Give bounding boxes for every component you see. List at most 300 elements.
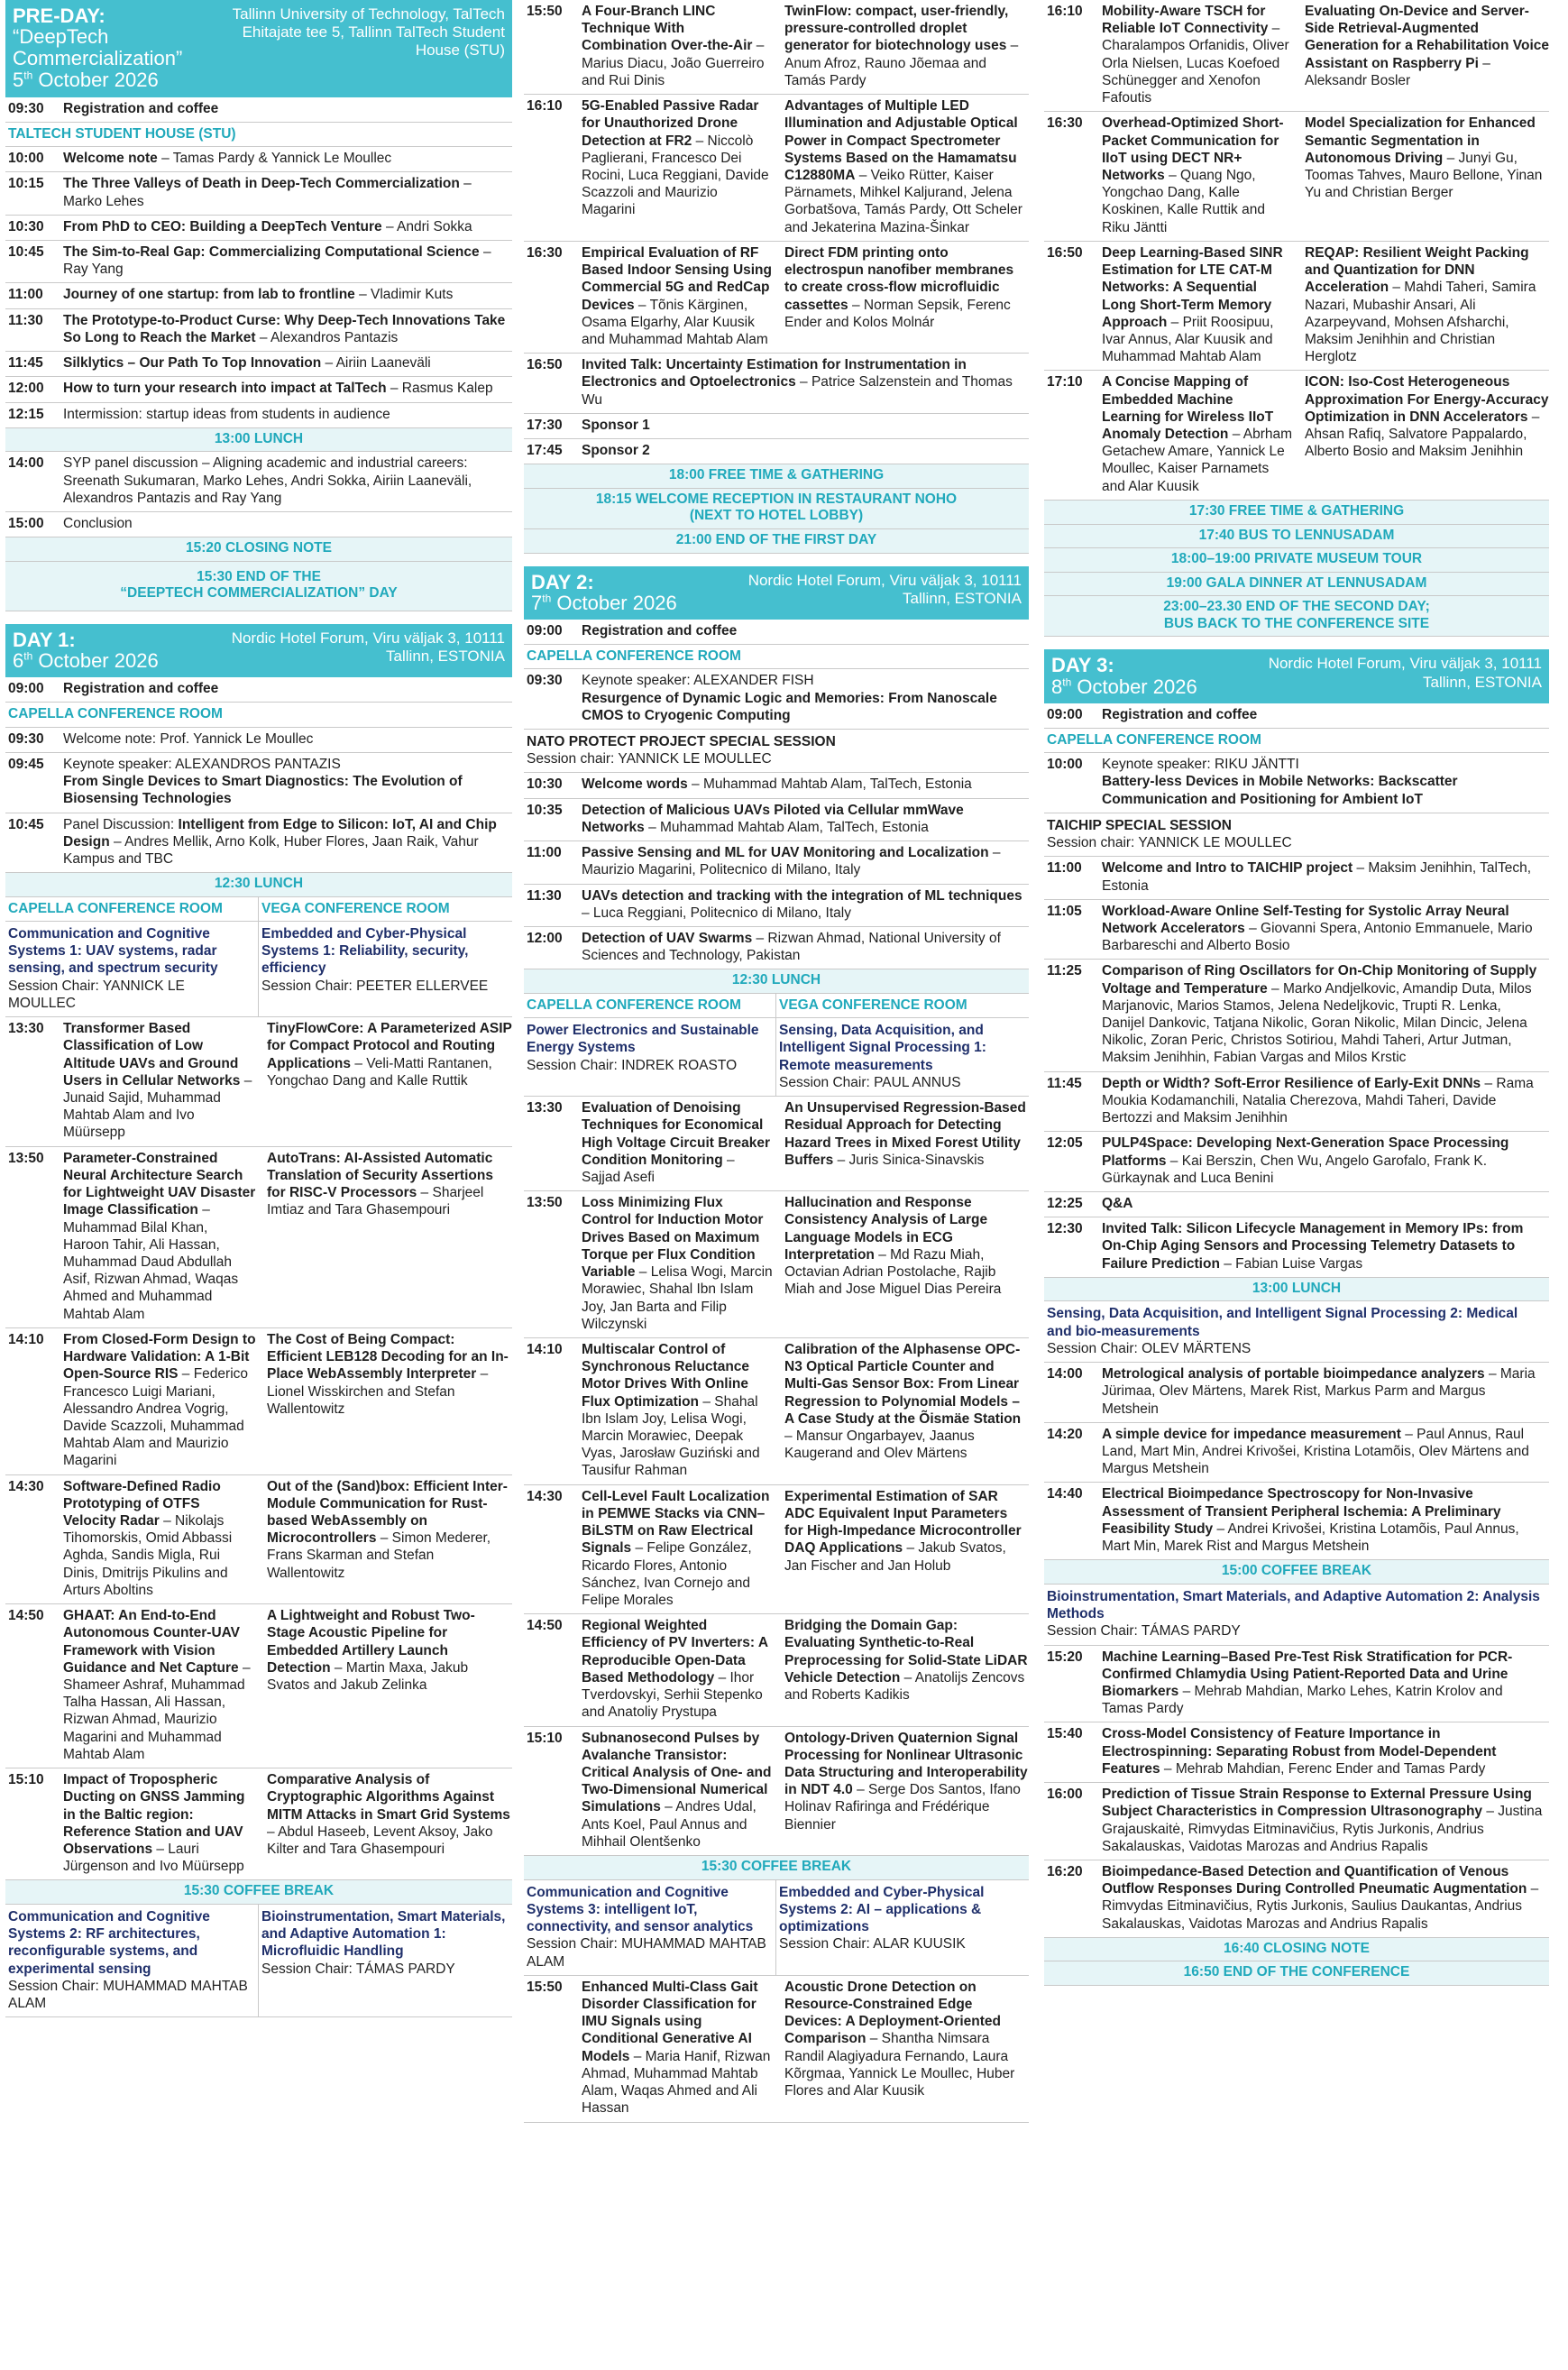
paper-cell bbox=[582, 1979, 779, 2117]
coffee-break-bar: 15:00 COFFEE BREAK bbox=[1044, 1560, 1549, 1585]
preday-items bbox=[5, 147, 512, 428]
schedule-row bbox=[5, 283, 512, 308]
paper-cell bbox=[1299, 115, 1549, 236]
paper-authors: – Felipe González, Ricardo Flores, Antonio Sánchez, Ivan Cornejo and Felipe Morales bbox=[582, 1540, 752, 1608]
schedule-row: 14:00 SYP panel discussion – Aligning academic and industrial careers: Sreenath Sukumaran, Marko Lehes, Andri Sokka, Airiin Laaneväli, Alexandros Pantazis and Ray Yang bbox=[5, 452, 512, 512]
talk-speakers: – Marko Andjelkovic, Amandip Duta, Milos Marjanovic, Marios Stamos, Jelena Nedeljkovic, Trupti R. Lenka, Danijel Dankovic, Tatjana Nikolic, Goran Nikolic, Milan Dincic, Jelena Nikolic, Zoran Peric, Christos Sotiriou, Mahdi Taheri, Artur Jutman, Maksim Jenihhin, Fabian Vargas and Milos Krstic bbox=[1102, 980, 1532, 1066]
room-pair: CAPELLA CONFERENCE ROOM VEGA CONFERENCE ROOM bbox=[5, 897, 512, 922]
schedule-row bbox=[1044, 1423, 1549, 1484]
time-label: 16:10 bbox=[527, 98, 563, 115]
talk-speakers: – Muhammad Mahtab Alam, TalTech, Estonia bbox=[687, 776, 972, 793]
free-time-bar: 18:00 FREE TIME & GATHERING bbox=[524, 464, 1029, 489]
paper-authors: – Abdul Haseeb, Levent Aksoy, Jako Kilter and Tara Ghasempouri bbox=[267, 1823, 493, 1857]
time-label: 10:15 bbox=[8, 176, 44, 192]
session-pair: Communication and Cognitive Systems 3: intelligent IoT, connectivity, and sensor analytics Session Chair: MUHAMMAD MAHTAB ALAM Embedded and Cyber-Physical Systems 2: AI – applications & optimizations Session Chair: ALAR KUUSIK bbox=[524, 1880, 1029, 1976]
schedule-row bbox=[524, 799, 1029, 841]
paper-title: 5G-Enabled Passive Radar for Unauthorized Drone Detection at FR2 bbox=[582, 98, 759, 149]
coffee-break-bar: 15:30 COFFEE BREAK bbox=[524, 1856, 1029, 1880]
time-label: 10:30 bbox=[8, 218, 44, 234]
paper-title: Subnanosecond Pulses by Avalanche Transistor: Critical Analysis of One- and Two-Dimensional Numerical Simulations bbox=[582, 1730, 772, 1815]
day3-date: 8th October 2026 bbox=[1051, 675, 1197, 698]
schedule-row bbox=[5, 172, 512, 215]
time-label: 13:50 bbox=[8, 1150, 44, 1166]
paper-cell bbox=[63, 1478, 261, 1600]
talk-speakers: – Marko Lehes bbox=[63, 176, 472, 209]
paper-row bbox=[1044, 242, 1549, 372]
free-time-bar: 17:30 FREE TIME & GATHERING bbox=[1044, 501, 1549, 525]
paper-cell bbox=[1102, 115, 1299, 236]
time-label: 14:30 bbox=[8, 1478, 44, 1494]
paper-authors: – Norman Sepsik, Ferenc Ender and Kolos Molnár bbox=[784, 297, 1011, 330]
talk-title: The Sim-to-Real Gap: Commercializing Computational Science bbox=[63, 243, 480, 260]
coffee-break-bar: 15:30 COFFEE BREAK bbox=[5, 1880, 512, 1905]
paper-cell bbox=[779, 1730, 1029, 1851]
schedule-row bbox=[5, 352, 512, 377]
paper-row bbox=[1044, 0, 1549, 112]
paper-title: Evaluating On-Device and Server-Side Retrieval-Augmented Generation for a Rehabilitation Voice Assistant on Raspberry Pi bbox=[1305, 4, 1550, 71]
paper-title: Transformer Based Classification of Low Altitude UAVs and Ground Users in Cellular Networks bbox=[63, 1021, 241, 1089]
paper-cell bbox=[582, 1617, 779, 1721]
time-label: 16:10 bbox=[1047, 4, 1083, 19]
talk-speakers: – Ray Yang bbox=[63, 243, 491, 278]
time-label: 11:30 bbox=[8, 312, 43, 328]
preday-title: PRE-DAY: bbox=[13, 5, 105, 27]
talk-title: Passive Sensing and ML for UAV Monitoring and Localization bbox=[582, 845, 989, 861]
time-label: 16:00 bbox=[1047, 1787, 1083, 1803]
keynote-row: 09:45 Keynote speaker: ALEXANDROS PANTAZIS From Single Devices to Smart Diagnostics: The Evolution of Biosensing Technologies bbox=[5, 753, 512, 813]
schedule-row bbox=[1044, 1192, 1549, 1217]
talk-speakers: – Andri Sokka bbox=[381, 218, 472, 234]
paper-title: Empirical Evaluation of RF Based Indoor Sensing Using Commercial 5G and RedCap Devices bbox=[582, 244, 772, 313]
talk-title: Welcome note bbox=[63, 151, 158, 167]
talk-speakers: – Justina Grajauskaitė, Rimvydas Eitminavičius, Rytis Jurkonis, Andrius Sakalauskas, Vaidotas Marozas and Andrius Rapalis bbox=[1102, 1804, 1543, 1854]
day1-title: DAY 1: bbox=[13, 628, 76, 651]
paper-cell bbox=[261, 1020, 512, 1142]
room-label: CAPELLA CONFERENCE ROOM bbox=[524, 645, 1029, 669]
paper-cell bbox=[779, 1488, 1029, 1610]
schedule-row bbox=[1044, 1483, 1549, 1560]
day1-venue: Nordic Hotel Forum, Viru väljak 3, 10111 Tallinn, ESTONIA bbox=[231, 629, 505, 666]
time-label: 15:50 bbox=[527, 1979, 563, 1995]
paper-title: Hallucination and Response Consistency Analysis of Large Language Models in ECG Interpretation bbox=[784, 1195, 988, 1263]
paper-title: Model Specialization for Enhanced Semantic Segmentation in Autonomous Driving bbox=[1305, 115, 1536, 166]
session-pair: Communication and Cognitive Systems 2: RF architectures, reconfigurable systems, and experimental sensing Session Chair: MUHAMMAD MAHTAB ALAM Bioinstrumentation, Smart Materials, and Adaptive Automation 1: Microfluidic Handling Session Chair: TÁMAS PARDY bbox=[5, 1905, 512, 2017]
column-1 bbox=[5, 0, 512, 2017]
paper-title: Loss Minimizing Flux Control for Induction Motor Drives Based on Maximum Torque per Flux Condition Variable bbox=[582, 1195, 764, 1281]
day2-venue: Nordic Hotel Forum, Viru väljak 3, 10111 Tallinn, ESTONIA bbox=[747, 571, 1022, 607]
paper-cell bbox=[1102, 373, 1299, 495]
paper-cell bbox=[779, 1099, 1029, 1186]
talk-speakers: – Alexandros Pantazis bbox=[255, 329, 399, 345]
paper-cell bbox=[63, 1607, 261, 1763]
session-pair: Communication and Cognitive Systems 1: UAV systems, radar sensing, and spectrum security Session Chair: YANNICK LE MOULLEC Embedded and Cyber-Physical Systems 1: Reliability, security, efficiency Session Chair: PEETER ELLERVEE bbox=[5, 922, 512, 1017]
paper-cell bbox=[1102, 3, 1299, 106]
paper-authors: – Charalampos Orfanidis, Oliver Orla Nielsen, Lucas Koefoed Schünegger and Xenofon Fafoutis bbox=[1102, 21, 1289, 106]
time-label: 15:10 bbox=[8, 1772, 44, 1788]
paper-row bbox=[524, 1976, 1029, 2123]
paper-title: Multiscalar Control of Synchronous Reluctance Motor Drives With Online Flux Optimization bbox=[582, 1341, 750, 1410]
column-2 bbox=[524, 0, 1029, 2123]
paper-row bbox=[524, 1097, 1029, 1191]
talk-title: The Three Valleys of Death in Deep-Tech Commercialization bbox=[63, 176, 460, 192]
time-label: 10:45 bbox=[8, 243, 44, 260]
paper-title: Mobility-Aware TSCH for Reliable IoT Connectivity bbox=[1102, 4, 1269, 37]
talk-speakers: – Airiin Laaneväli bbox=[321, 355, 431, 372]
time-label: 11:05 bbox=[1047, 903, 1082, 919]
paper-authors: – Niccolò Paglierani, Francesco Dei Rocini, Luca Reggiani, Davide Scazzoli and Maurizio Magarini bbox=[582, 133, 769, 218]
talk-speakers: – Tamas Pardy & Yannick Le Moullec bbox=[157, 151, 392, 167]
paper-authors: – Veiko Rütter, Kaiser Pärnamets, Mihkel Kaljurand, Jelena Gorbatšova, Tamás Pardy, Ott Scheler and Jekaterina Mazina-Šinkar bbox=[784, 167, 1022, 235]
paper-row bbox=[524, 95, 1029, 242]
lunch-bar: 12:30 LUNCH bbox=[5, 873, 512, 897]
paper-title: Bridging the Domain Gap: Evaluating Synthetic-to-Real Preprocessing for Solid-State LiDAR Vehicle Detection bbox=[784, 1618, 1028, 1686]
paper-title: Enhanced Multi-Class Gait Disorder Classification for IMU Signals using Conditional Generative AI Models bbox=[582, 1979, 758, 2064]
lunch-bar: 13:00 LUNCH bbox=[1044, 1278, 1549, 1302]
paper-authors: – Md Razu Miah, Octavian Adrian Postolache, Rajib Miah and Jose Miguel Dias Pereira bbox=[784, 1246, 1002, 1298]
paper-cell bbox=[779, 1617, 1029, 1721]
paper-authors: – Andres Udal, Ants Koel, Paul Annus and Mihhail Olentšenko bbox=[582, 1799, 756, 1850]
day2-header bbox=[524, 566, 1029, 620]
schedule-row bbox=[524, 927, 1029, 969]
paper-authors: – Anum Afroz, Rauno Jõemaa and Tamás Pardy bbox=[784, 38, 1019, 88]
day3-title: DAY 3: bbox=[1051, 654, 1114, 677]
talk-speakers: – Rizwan Ahmad, National University of Sciences and Technology, Pakistan bbox=[582, 930, 1001, 964]
paper-row bbox=[1044, 371, 1549, 501]
paper-title: Parameter-Constrained Neural Architecture Search for Lightweight UAV Disaster Image Classification bbox=[63, 1150, 256, 1218]
time-label: 16:30 bbox=[527, 244, 563, 261]
time-label: 15:50 bbox=[527, 4, 563, 19]
paper-cell bbox=[261, 1478, 512, 1600]
day1-afternoon-papers bbox=[524, 0, 1029, 354]
talk-speakers: – Kai Berszin, Chen Wu, Angelo Garofalo, Frank K. Gürkaynak and Luca Benini bbox=[1102, 1153, 1488, 1186]
paper-row bbox=[5, 1604, 512, 1768]
time-label: 16:30 bbox=[1047, 115, 1083, 132]
talk-title: From PhD to CEO: Building a DeepTech Venture bbox=[63, 218, 382, 234]
schedule-row bbox=[1044, 900, 1549, 960]
talk-speakers: – Andrei Krivošei, Kristina Lotamõis, Paul Annus, Mart Min, Marek Rist and Margus Metshein bbox=[1102, 1520, 1519, 1555]
schedule-row: 09:30 Registration and coffee bbox=[5, 97, 512, 123]
sponsor-row: 17:45 Sponsor 2 bbox=[524, 439, 1029, 464]
column-3 bbox=[1044, 0, 1549, 1986]
talk-title: UAVs detection and tracking with the integration of ML techniques bbox=[582, 887, 1022, 904]
room-pair: CAPELLA CONFERENCE ROOM VEGA CONFERENCE ROOM bbox=[524, 994, 1029, 1018]
paper-cell bbox=[779, 97, 1029, 236]
schedule-row bbox=[524, 841, 1029, 884]
paper-authors: – Jakub Svatos, Jan Fischer and Jan Holub bbox=[784, 1540, 1006, 1574]
time-label: 14:00 bbox=[1047, 1366, 1083, 1382]
paper-cell bbox=[1299, 3, 1549, 106]
schedule-row bbox=[5, 377, 512, 402]
paper-cell bbox=[1299, 373, 1549, 495]
paper-cell bbox=[63, 1020, 261, 1142]
paper-cell bbox=[582, 1341, 779, 1480]
time-label: 10:30 bbox=[527, 776, 563, 793]
schedule-row bbox=[1044, 857, 1549, 899]
session-heading: Bioinstrumentation, Smart Materials, and Adaptive Automation 2: Analysis Methods Session Chair: TÁMAS PARDY bbox=[1044, 1585, 1549, 1646]
schedule-row bbox=[1044, 1646, 1549, 1723]
time-label: 16:50 bbox=[1047, 244, 1083, 261]
paper-authors: – Federico Francesco Luigi Mariani, Alessandro Andrea Vogrig, Davide Scazzoli, Muhammad Mahtab Alam and Maurizio Magarini bbox=[63, 1366, 249, 1469]
time-label: 14:20 bbox=[1047, 1426, 1083, 1442]
paper-authors: – Shameer Ashraf, Muhammad Talha Hassan, Ali Hassan, Rizwan Ahmad, Maurizio Magarini and Muhammad Mahtab Alam bbox=[63, 1659, 251, 1762]
talk-title: Bioimpedance-Based Detection and Quantification of Venous Outflow Responses During Controlled Pneumatic Augmentation bbox=[1102, 1863, 1527, 1897]
time-label: 12:05 bbox=[1047, 1135, 1083, 1152]
paper-title: TinyFlowCore: A Parameterized ASIP for Compact Protocol and Routing Applications bbox=[267, 1021, 512, 1071]
paper-authors: – Ahsan Rafiq, Salvatore Pappalardo, Alberto Bosio and Maksim Jenihhin bbox=[1305, 409, 1540, 460]
paper-authors: – Shantha Nimsara Randil Alagiyadura Fernando, Laura Kõrgmaa, Yannick Le Moullec, Huber Flores and Alar Kuusik bbox=[784, 2031, 1015, 2099]
schedule-row: 15:00 Conclusion bbox=[5, 512, 512, 537]
talk-speakers: – Paul Annus, Raul Land, Mart Min, Andrei Krivošei, Kristina Lotamõis, Olev Märtens and Margus Metshein bbox=[1102, 1426, 1529, 1477]
room-label: CAPELLA CONFERENCE ROOM bbox=[5, 703, 512, 727]
paper-title: Acoustic Drone Detection on Resource-Constrained Edge Devices: A Deployment-Oriented Comparison bbox=[784, 1979, 1002, 2047]
time-label: 16:20 bbox=[1047, 1863, 1083, 1879]
paper-title: GHAAT: An End-to-End Autonomous Counter-UAV Framework with Vision Guidance and Net Capture bbox=[63, 1608, 241, 1676]
paper-authors: – Abrham Getachew Amare, Yannick Le Moullec, Kaiser Parnamets and Alar Kuusik bbox=[1102, 427, 1293, 494]
schedule-row bbox=[5, 147, 512, 172]
day2-papers-afternoon bbox=[524, 1976, 1029, 2123]
schedule-row bbox=[524, 773, 1029, 798]
time-label: 12:00 bbox=[527, 930, 563, 946]
paper-authors: – Lionel Wisskirchen and Stefan Wallentowitz bbox=[267, 1366, 489, 1417]
schedule-row bbox=[524, 885, 1029, 927]
paper-title: REQAP: Resilient Weight Packing and Quantization for DNN Acceleration bbox=[1305, 244, 1529, 296]
time-label: 11:45 bbox=[1047, 1075, 1082, 1091]
paper-authors: – Mansur Ongarbayev, Jaanus Kaugerand and Olev Märtens bbox=[784, 1428, 975, 1462]
reception-bar: 18:15 WELCOME RECEPTION IN RESTAURANT NOHO (NEXT TO HOTEL LOBBY) bbox=[524, 489, 1029, 529]
paper-row bbox=[5, 1147, 512, 1328]
sponsor-row: 17:30 Sponsor 1 bbox=[524, 414, 1029, 439]
paper-title: A Concise Mapping of Embedded Machine Learning for Wireless IIoT Anomaly Detection bbox=[1102, 374, 1274, 443]
paper-cell bbox=[779, 3, 1029, 89]
paper-cell bbox=[779, 244, 1029, 348]
day3-header bbox=[1044, 649, 1549, 703]
time-label: 11:00 bbox=[1047, 860, 1082, 877]
paper-row bbox=[524, 1727, 1029, 1857]
paper-title: A Lightweight and Robust Two-Stage Acoustic Pipeline for Embedded Artillery Launch Detection bbox=[267, 1608, 475, 1676]
preday-header bbox=[5, 0, 512, 97]
paper-cell bbox=[261, 1150, 512, 1323]
time-label: 13:30 bbox=[527, 1100, 563, 1116]
time-label: 10:35 bbox=[527, 802, 563, 818]
time-label: 15:20 bbox=[1047, 1649, 1083, 1665]
paper-cell bbox=[1299, 244, 1549, 366]
paper-cell bbox=[63, 1331, 261, 1470]
paper-title: TwinFlow: compact, user-friendly, pressure-controlled droplet generator for biotechnology uses bbox=[784, 4, 1009, 54]
talk-speakers: – Mehrab Mahdian, Ferenc Ender and Tamas Pardy bbox=[1160, 1760, 1486, 1777]
day1-papers bbox=[5, 1017, 512, 1880]
schedule-row bbox=[1044, 1860, 1549, 1938]
bus-bar: 17:40 BUS TO LENNUSADAM bbox=[1044, 525, 1549, 549]
talk-speakers: – Maksim Jenihhin, TalTech, Estonia bbox=[1102, 860, 1532, 894]
paper-cell bbox=[261, 1771, 512, 1875]
end-bar: 21:00 END OF THE FIRST DAY bbox=[524, 529, 1029, 554]
paper-cell bbox=[779, 1341, 1029, 1480]
end-bar: 23:00–23.30 END OF THE SECOND DAY; BUS BACK TO THE CONFERENCE SITE bbox=[1044, 596, 1549, 637]
paper-cell bbox=[582, 97, 779, 236]
paper-title: ICON: Iso-Cost Heterogeneous Approximation For Energy-Accuracy Optimization in DNN Accelerators bbox=[1305, 374, 1549, 425]
paper-authors: – Maria Hanif, Rizwan Ahmad, Muhammad Mahtab Alam, Waqas Ahmed and Ali Hassan bbox=[582, 2048, 771, 2117]
talk-speakers: – Rama Moukia Kodamanchili, Natalia Cherezova, Mahdi Taheri, Davide Bertozzi and Maksim Jenihhin bbox=[1102, 1075, 1534, 1126]
paper-title: An Unsupervised Regression-Based Residual Approach for Detecting Hazard Trees in Mixed Forest Utility Buffers bbox=[784, 1100, 1026, 1168]
paper-row bbox=[524, 1191, 1029, 1338]
lunch-bar: 13:00 LUNCH bbox=[5, 428, 512, 453]
preday-venue: Tallinn University of Technology, TalTech Ehitajate tee 5, Tallinn TalTech Student House (STU) bbox=[232, 5, 505, 60]
time-label: 14:50 bbox=[527, 1618, 563, 1634]
schedule-row bbox=[5, 403, 512, 428]
paper-title: Advantages of Multiple LED Illumination and Adjustable Optical Power in Compact Spectrometer Systems Based on the Hamamatsu C12880MA bbox=[784, 98, 1018, 183]
day3-items-3 bbox=[1044, 1646, 1549, 1938]
paper-row bbox=[1044, 112, 1549, 242]
talk-speakers: – Fabian Luise Vargas bbox=[1219, 1255, 1363, 1272]
paper-title: Overhead-Optimized Short-Packet Communication for IIoT using DECT NR+ Networks bbox=[1102, 115, 1284, 183]
paper-authors: – Lauri Jürgenson and Ivo Müürsepp bbox=[63, 1841, 244, 1875]
talk-speakers: – Muhammad Mahtab Alam, TalTech, Estonia bbox=[644, 819, 929, 835]
time-label: 11:45 bbox=[8, 355, 43, 372]
room-label: CAPELLA CONFERENCE ROOM bbox=[1044, 729, 1549, 753]
special-session: NATO PROTECT PROJECT SPECIAL SESSION Session chair: YANNICK LE MOULLEC bbox=[524, 730, 1029, 773]
talk-title: PULP4Space: Developing Next-Generation Space Processing Platforms bbox=[1102, 1135, 1509, 1169]
paper-row bbox=[5, 1328, 512, 1475]
preday-date: 5th October 2026 bbox=[13, 69, 159, 92]
paper-row bbox=[5, 1768, 512, 1880]
time-label: 14:10 bbox=[527, 1341, 563, 1357]
paper-cell bbox=[779, 1979, 1029, 2117]
schedule-row bbox=[1044, 960, 1549, 1071]
day2-late-papers bbox=[1044, 0, 1549, 501]
museum-bar: 18:00–19:00 PRIVATE MUSEUM TOUR bbox=[1044, 548, 1549, 573]
day2-date: 7th October 2026 bbox=[531, 591, 677, 614]
talk-title: Invited Talk: Silicon Lifecycle Management in Memory IPs: from On-Chip Aging Sensors and Processing Telemetry Datasets to Failure Prediction bbox=[1102, 1221, 1524, 1272]
talk-speakers: – Giovanni Spera, Antonio Emmanuele, Mario Barbareschi and Alberto Bosio bbox=[1102, 920, 1533, 954]
talk-speakers: – Maurizio Magarini, Politecnico di Milano, Italy bbox=[582, 845, 1001, 878]
paper-title: Direct FDM printing onto electrospun nanofiber membranes to create cross-flow microfluidic cassettes bbox=[784, 244, 1014, 313]
paper-row bbox=[524, 1338, 1029, 1485]
paper-cell bbox=[582, 1488, 779, 1610]
paper-authors: – Junyi Gu, Toomas Tahves, Mauro Bellone, Yinan Yu and Christian Berger bbox=[1305, 150, 1543, 201]
day3-venue: Nordic Hotel Forum, Viru väljak 3, 10111 Tallinn, ESTONIA bbox=[1268, 655, 1542, 691]
paper-title: Cell-Level Fault Localization in PEMWE Stacks via CNN–BiLSTM on Raw Electrical Signals bbox=[582, 1488, 770, 1557]
day1-date: 6th October 2026 bbox=[13, 649, 159, 673]
lunch-bar: 12:30 LUNCH bbox=[524, 969, 1029, 994]
paper-title: Regional Weighted Efficiency of PV Inverters: A Reproducible Open-Data Based Methodology bbox=[582, 1618, 768, 1686]
paper-title: Evaluation of Denoising Techniques for Economical High Voltage Circuit Breaker Condition Monitoring bbox=[582, 1100, 771, 1168]
paper-row bbox=[524, 0, 1029, 95]
paper-authors: – Sharjeel Imtiaz and Tara Ghasempouri bbox=[267, 1185, 484, 1218]
talk-title: Cross-Model Consistency of Feature Importance in Electrospinning: Separating Robust from Model-Dependent Features bbox=[1102, 1726, 1497, 1777]
paper-title: Comparative Analysis of Cryptographic Algorithms Against MITM Attacks in Smart Grid Systems bbox=[267, 1772, 510, 1823]
schedule-row: 09:00 Registration and coffee bbox=[1044, 703, 1549, 729]
paper-cell bbox=[63, 1771, 261, 1875]
time-label: 14:30 bbox=[527, 1488, 563, 1504]
talk-title: Machine Learning–Based Pre-Test Risk Stratification for PCR-Confirmed Chlamydia Using Patient-Reported Data and Urine Biomarkers bbox=[1102, 1649, 1513, 1699]
session-pair: Power Electronics and Sustainable Energy Systems Session Chair: INDREK ROASTO Sensing, Data Acquisition, and Intelligent Signal Processing 1: Remote measurements Session Chair: PAUL ANNUS bbox=[524, 1018, 1029, 1097]
preday-subtitle: “DeepTech Commercialization” bbox=[13, 25, 183, 70]
time-label: 11:25 bbox=[1047, 963, 1082, 979]
time-label: 14:50 bbox=[8, 1608, 44, 1624]
paper-authors: – Marius Diacu, João Guerreiro and Rui Dinis bbox=[582, 38, 765, 88]
paper-title: Calibration of the Alphasense OPC-N3 Optical Particle Counter and Multi-Gas Sensor Box: From Linear Regression to Polynomial Models – A Case Study at the Õismäe Station bbox=[784, 1341, 1022, 1427]
schedule-row bbox=[5, 216, 512, 241]
talk-title: Journey of one startup: from lab to frontline bbox=[63, 287, 355, 303]
talk-speakers: Intermission: startup ideas from students in audience bbox=[63, 406, 390, 422]
paper-row bbox=[5, 1017, 512, 1147]
talk-title: Q&A bbox=[1102, 1196, 1133, 1211]
paper-authors: – Tõnis Kärginen, Osama Elgarhy, Alar Kuusik and Muhammad Mahtab Alam bbox=[582, 297, 768, 347]
paper-title: Deep Learning-Based SINR Estimation for LTE CAT-M Networks: A Sequential Long Short-Term Memory Approach bbox=[1102, 244, 1283, 330]
paper-authors: – Priit Roosipuu, Ivar Annus, Alar Kuusik and Muhammad Mahtab Alam bbox=[1102, 314, 1274, 365]
day3-items bbox=[1044, 857, 1549, 1278]
time-label: 15:10 bbox=[527, 1730, 563, 1746]
time-label: 15:40 bbox=[1047, 1726, 1083, 1742]
paper-row bbox=[524, 1614, 1029, 1726]
schedule-row bbox=[1044, 1072, 1549, 1133]
paper-cell bbox=[582, 3, 779, 89]
talk-speakers: – Rasmus Kalep bbox=[386, 381, 493, 397]
keynote-row: 09:30 Keynote speaker: ALEXANDER FISH Resurgence of Dynamic Logic and Memories: From Nanoscale CMOS to Cryogenic Computing bbox=[524, 669, 1029, 730]
paper-authors: – Quang Ngo, Yongchao Dang, Kalle Koskinen, Kalle Ruttik and Riku Jäntti bbox=[1102, 167, 1265, 235]
schedule-row bbox=[1044, 1363, 1549, 1423]
paper-authors: – Shahal Ibn Islam Joy, Lelisa Wogi, Marcin Morawiec, Deepak Vyas, Jarosław Guziński and Tausifur Rahman bbox=[582, 1393, 760, 1479]
invited-row: 16:50 Invited Talk: Uncertainty Estimation for Instrumentation in Electronics and Optoelectronics – Patrice Salzenstein and Thomas Wu bbox=[524, 354, 1029, 414]
day2-items bbox=[524, 773, 1029, 969]
paper-authors: – Mahdi Taheri, Samira Nazari, Mubashir Ansari, Ali Azarpeyvand, Mohsen Afsharchi, Maksim Jenihhin and Christian Herglotz bbox=[1305, 280, 1536, 365]
session-heading: Sensing, Data Acquisition, and Intelligent Signal Processing 2: Medical and bio-measurements Session Chair: OLEV MÄRTENS bbox=[1044, 1301, 1549, 1363]
paper-title: Software-Defined Radio Prototyping of OTFS Velocity Radar bbox=[63, 1478, 221, 1529]
paper-cell bbox=[582, 1194, 779, 1333]
time-label: 11:00 bbox=[527, 845, 562, 861]
talk-title: Metrological analysis of portable bioimpedance analyzers bbox=[1102, 1366, 1485, 1382]
schedule-row bbox=[1044, 1132, 1549, 1192]
talk-title: Prediction of Tissue Strain Response to External Pressure Using Subject Characteristics in Compression Ultrasonography bbox=[1102, 1787, 1532, 1820]
day2-papers bbox=[524, 1097, 1029, 1856]
time-label: 14:10 bbox=[8, 1331, 44, 1347]
talk-speakers: – Vladimir Kuts bbox=[354, 287, 454, 303]
time-label: 11:30 bbox=[527, 887, 562, 904]
paper-cell bbox=[1102, 244, 1299, 366]
talk-title: Detection of UAV Swarms bbox=[582, 930, 753, 946]
special-session: TAICHIP SPECIAL SESSION Session chair: YANNICK LE MOULLEC bbox=[1044, 813, 1549, 857]
talk-title: A simple device for impedance measurement bbox=[1102, 1426, 1401, 1442]
talk-title: Welcome words bbox=[582, 776, 688, 793]
paper-title: Ontology-Driven Quaternion Signal Processing for Nonlinear Ultrasonic Data Structuring and Interoperability in NDT 4.0 bbox=[784, 1730, 1028, 1798]
paper-cell bbox=[582, 244, 779, 348]
paper-authors: – Simon Mederer, Frans Skarman and Stefan Wallentowitz bbox=[267, 1530, 491, 1581]
talk-title: Welcome and Intro to TAICHIP project bbox=[1102, 860, 1353, 877]
time-label: 12:25 bbox=[1047, 1196, 1083, 1211]
talk-title: Electrical Bioimpedance Spectroscopy for Non-Invasive Assessment of Transient Peripheral Ischemia: A Preliminary Feasibility Study bbox=[1102, 1486, 1501, 1537]
paper-cell bbox=[261, 1331, 512, 1470]
paper-row bbox=[524, 1485, 1029, 1615]
day3-items-2 bbox=[1044, 1363, 1549, 1560]
closing-bar: 16:40 CLOSING NOTE bbox=[1044, 1938, 1549, 1962]
talk-title: The Prototype-to-Product Curse: Why Deep-Tech Innovations Take So Long to Reach the Market bbox=[63, 312, 506, 345]
time-label: 14:40 bbox=[1047, 1486, 1083, 1502]
room-label: TALTECH STUDENT HOUSE (STU) bbox=[5, 123, 512, 147]
schedule-row bbox=[1044, 1783, 1549, 1860]
paper-authors: – Ihor Tverdovskyi, Serhii Stepenko and Anatoliy Prystupa bbox=[582, 1669, 763, 1721]
time-label: 11:00 bbox=[8, 287, 43, 303]
talk-speakers: – Maria Jürimaa, Olev Märtens, Marek Rist, Markus Parm and Margus Metshein bbox=[1102, 1366, 1536, 1417]
talk-title: Detection of Malicious UAVs Piloted via Cellular mmWave Networks bbox=[582, 802, 964, 835]
time-label: 13:50 bbox=[527, 1195, 563, 1211]
paper-authors: – Aleksandr Bosler bbox=[1305, 55, 1490, 88]
time-label: 10:00 bbox=[8, 151, 44, 167]
schedule-row bbox=[5, 309, 512, 352]
paper-authors: – Veli-Matti Rantanen, Yongchao Dang and Kalle Ruttik bbox=[267, 1055, 492, 1089]
end-bar: 15:30 END OF THE “DEEPTECH COMMERCIALIZATION” DAY bbox=[5, 562, 512, 611]
paper-row bbox=[524, 242, 1029, 354]
schedule-row: 09:30 Welcome note: Prof. Yannick Le Moullec bbox=[5, 728, 512, 753]
